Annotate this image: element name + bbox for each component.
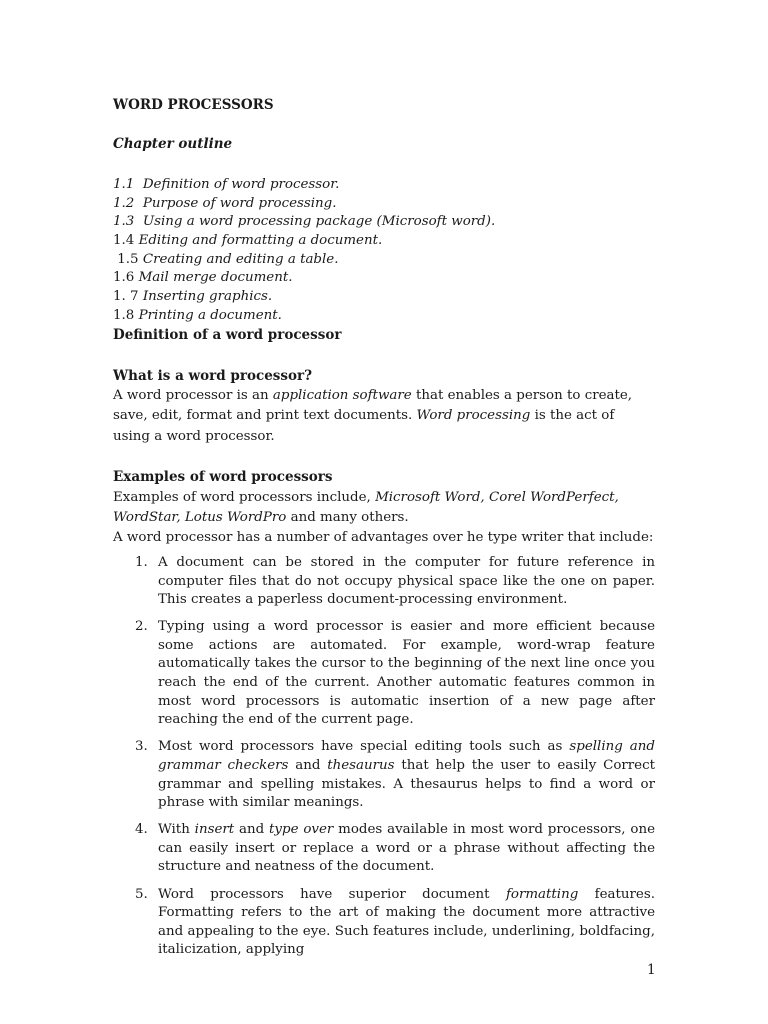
what-heading: What is a word processor? bbox=[113, 368, 313, 384]
outline-heading: Chapter outline bbox=[113, 136, 233, 152]
outline-item: 1. 7 Inserting graphics. bbox=[113, 289, 273, 305]
advantages-list bbox=[113, 554, 655, 968]
outline-item: 1.4 Editing and formatting a document. bbox=[113, 233, 383, 249]
list-item: 2. Typing using a word processor is easier and more efficient because some actions are automated. For example, word-wrap feature automatically takes the cursor to the beginning of the next line once you reach the end of the current. Another automatic features common in most word processors is automatic insertion of a new page after reaching the end of the current page. bbox=[135, 619, 655, 728]
outline-item: 1.6 Mail merge document. bbox=[113, 270, 293, 286]
list-item: 3. Most word processors have special editing tools such as spelling and grammar checkers and thesaurus that help the user to easily Correct grammar and spelling mistakes. A thesaurus helps to find a word or phrase with similar meanings. bbox=[135, 739, 655, 811]
list-item: 1. A document can be stored in the computer for future reference in computer files that do not occupy physical space like the one on paper. This creates a paperless document-processing environment. bbox=[135, 555, 655, 608]
examples-paragraph: Examples of word processors include, Microsoft Word, Corel WordPerfect, WordStar, Lotus WordPro and many others. bbox=[113, 490, 619, 526]
list-item: 4. With insert and type over modes available in most word processors, one can easily insert or replace a word or a phrase without affecting the structure and neatness of the document. bbox=[135, 822, 656, 875]
outline-item: 1.3 Using a word processing package (Microsoft word). bbox=[113, 214, 496, 230]
document-title: WORD PROCESSORS bbox=[113, 97, 274, 113]
definition-heading: Definition of a word processor bbox=[113, 327, 342, 343]
list-item: 5. Word processors have superior document formatting features. Formatting refers to the art of making the document more attractive and appealing to the eye. Such features include, underlining, boldfacing, italicization, applying bbox=[135, 886, 655, 958]
advantages-intro: A word processor has a number of advantages over he type writer that include: bbox=[113, 530, 654, 545]
examples-heading: Examples of word processors bbox=[113, 469, 333, 485]
chapter-outline bbox=[113, 176, 495, 326]
what-paragraph: A word processor is an application software that enables a person to create, save, edit, format and print text documents. Word processing is the act of using a word processor. bbox=[113, 388, 633, 444]
outline-item: 1.5 Creating and editing a table. bbox=[117, 251, 339, 267]
outline-item: 1.2 Purpose of word processing. bbox=[113, 195, 337, 211]
page-number: 1 bbox=[647, 962, 656, 978]
outline-item: 1.8 Printing a document. bbox=[113, 307, 282, 323]
outline-item: 1.1 Definition of word processor. bbox=[113, 177, 340, 192]
